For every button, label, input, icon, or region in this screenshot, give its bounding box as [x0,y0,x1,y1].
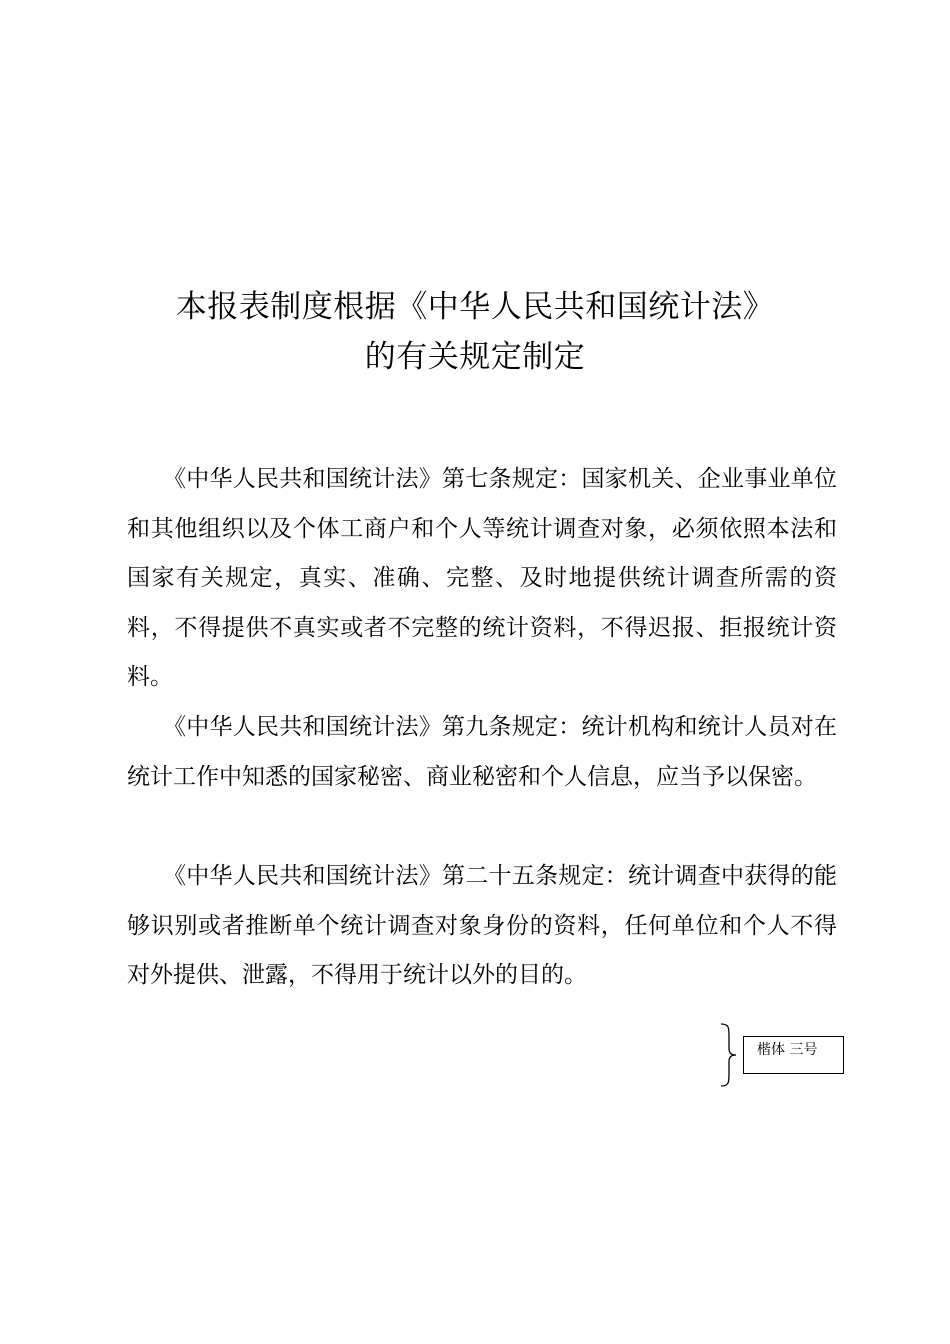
paragraph-article-9: 《中华人民共和国统计法》第九条规定：统计机构和统计人员对在统计工作中知悉的国家秘密、商业秘密和个人信息，应当予以保密。 [127,714,837,790]
document-title-line-1: 本报表制度根据《中华人民共和国统计法》 [175,289,775,325]
font-annotation-box [743,1036,844,1074]
document-title-line-2: 的有关规定制定 [364,339,586,375]
paragraph-article-7: 《中华人民共和国统计法》第七条规定：国家机关、企业事业单位和其他组织以及个体工商户和个人等统计调查对象，必须依照本法和国家有关规定，真实、准确、完整、及时地提供统计调查所需的资料，不得提供不真实或者不完整的统计资料，不得迟报、拒报统计资料。 [127,466,837,690]
document-title [0,282,950,382]
right-brace-icon [718,1022,742,1088]
font-annotation-label: 楷体 三号 [757,1042,818,1058]
paragraph-article-25: 《中华人民共和国统计法》第二十五条规定：统计调查中获得的能够识别或者推断单个统计调查对象身份的资料，任何单位和个人不得对外提供、泄露，不得用于统计以外的目的。 [127,863,837,988]
